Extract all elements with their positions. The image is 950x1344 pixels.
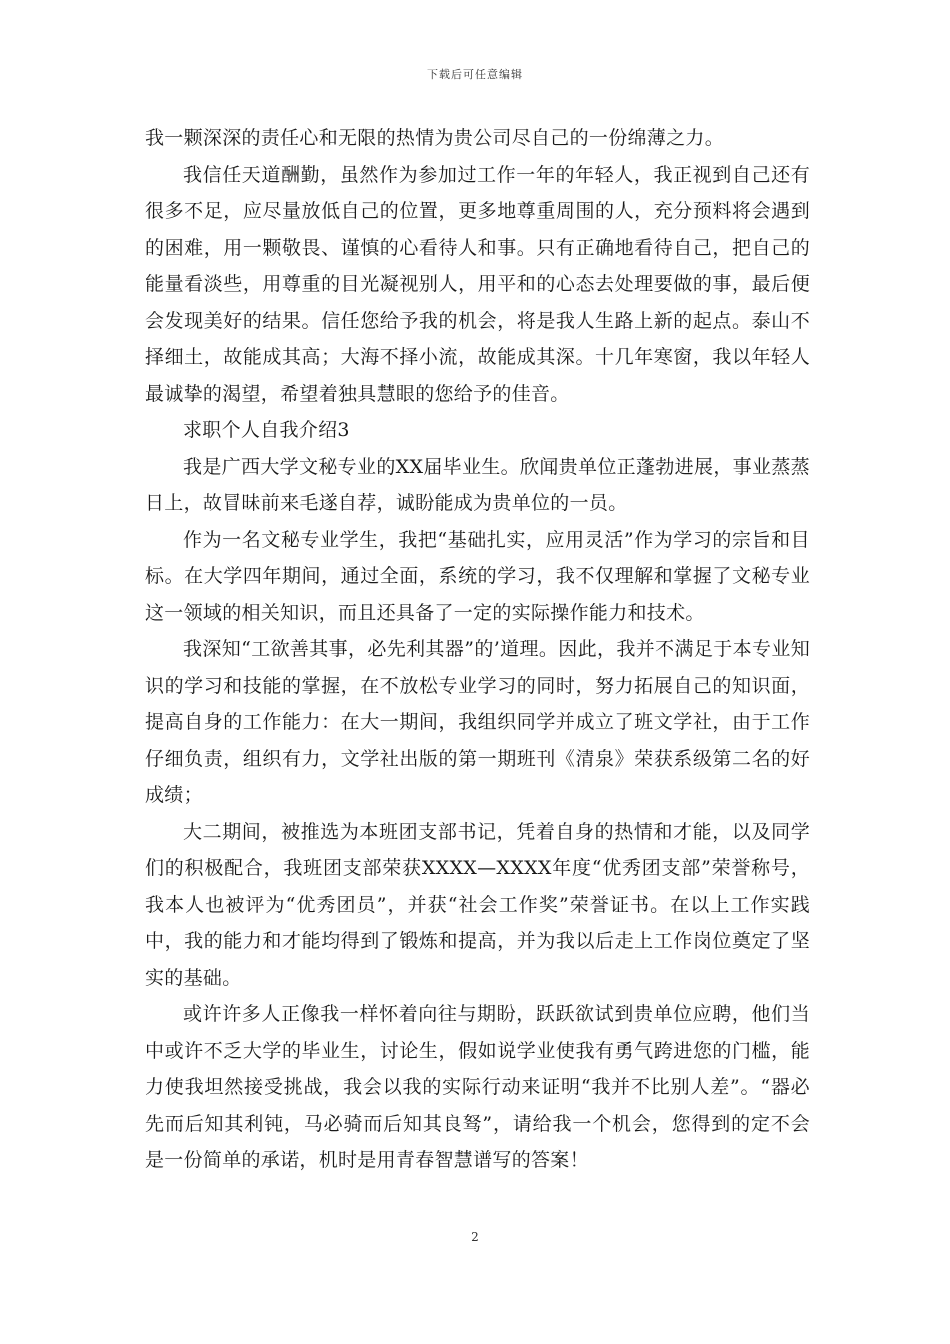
paragraph-experience: 大二期间，被推选为本班团支部书记，凭着自身的热情和才能，以及同学们的积极配合，我班团支部荣获XXXX—XXXX年度“优秀团支部”荣誉称号，我本人也被评为“优秀团员”，并获“社会工作奖”荣誉证书。在以上工作实践中，我的能力和才能均得到了锻炼和提高，并为我以后走上工作岗位奠定了坚实的基础。 [145,820,810,989]
paragraph-closing: 或许许多人正像我一样怀着向往与期盼，跃跃欲试到贵单位应聘，他们当中或许不乏大学的毕业生，讨论生，假如说学业使我有勇气跨进您的门槛，能力使我坦然接受挑战，我会以我的实际行动来证明“我并不比别人差”。“器必先而后知其利钝，马必骑而后知其良驽”，请给我一个机会，您得到的定不会是一份简单的承诺，机时是用青春智慧谱写的答案！ [145,1003,810,1171]
paragraph-intro: 我是广西大学文秘专业的XX届毕业生。欣闻贵单位正蓬勃进展，事业蒸蒸日上，故冒昧前来毛遂自荐，诚盼能成为贵单位的一员。 [145,455,810,514]
paragraph-skills: 我深知“工欲善其事，必先利其器”的’道理。因此，我并不满足于本专业知识的学习和技能的掌握，在不放松专业学习的同时，努力拓展自己的知识面，提高自身的工作能力：在大一期间，我组织同学并成立了班文学社，由于工作仔细负责，组织有力，文学社出版的第一期班刊《清泉》荣获系级第二名的好成绩； [145,638,810,806]
paragraph-continuation: 我一颗深深的责任心和无限的热情为贵公司尽自己的一份绵薄之力。 [145,127,725,149]
document-body [145,120,810,1179]
paragraph-diligence: 我信任天道酬勤，虽然作为参加过工作一年的年轻人，我正视到自己还有很多不足，应尽量放低自己的位置，更多地尊重周围的人，充分预料将会遇到的困难，用一颗敬畏、谨慎的心看待人和事。只有正确地看待自己，把自己的能量看淡些，用尊重的目光凝视别人，用平和的心态去处理要做的事，最后便会发现美好的结果。信任您给予我的机会，将是我人生路上新的起点。泰山不择细土，故能成其高；大海不择小流，故能成其深。十几年寒窗，我以年轻人最诚挚的渴望，希望着独具慧眼的您给予的佳音。 [145,163,810,405]
section-heading-text: 求职个人自我介绍3 [183,419,350,441]
section-heading [145,412,810,449]
page-number: 2 [471,1230,479,1244]
paragraph-study: 作为一名文秘专业学生，我把“基础扎实，应用灵活”作为学习的宗旨和目标。在大学四年期间，通过全面，系统的学习，我不仅理解和掌握了文秘专业这一领域的相关知识，而且还具备了一定的实际操作能力和技术。 [145,528,810,624]
page-header: 下载后可任意编辑 [427,68,523,81]
